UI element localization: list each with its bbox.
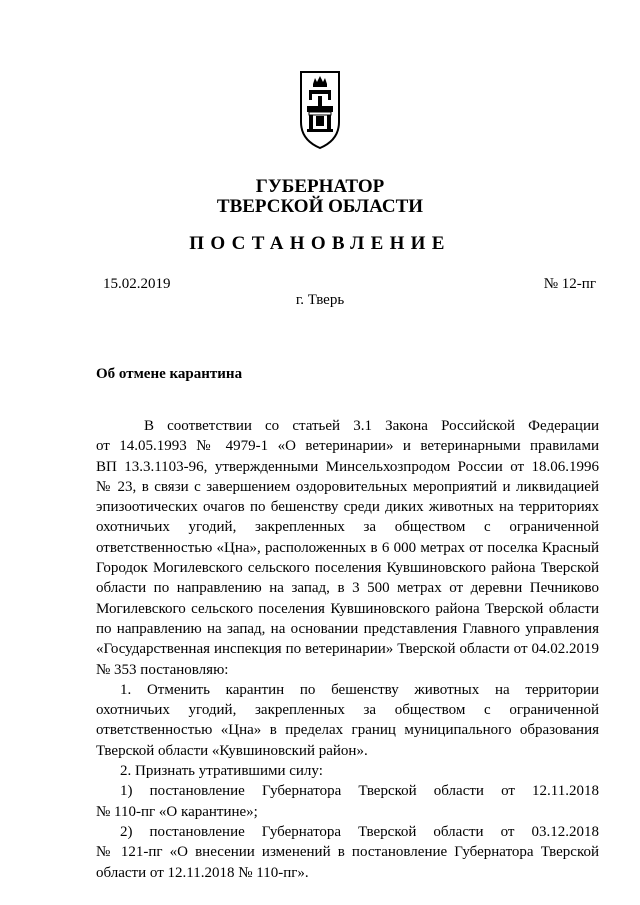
document-city: г. Тверь [295, 292, 345, 308]
preamble-line: В соответствии со статьей 3.1 Закона Российской Федерации [144, 418, 599, 434]
tver-coat-of-arms-icon [298, 70, 342, 150]
preamble-line: охотничьих угодий, закрепленных за обществом с ограниченной [96, 519, 599, 536]
organization-region: ТВЕРСКОЙ ОБЛАСТИ [216, 196, 424, 217]
item-2-2-line: № 121-пг «О внесении изменений в постановление Губернатора Тверской [96, 844, 599, 861]
item-2-1-line: № 110-пг «О карантине»; [96, 803, 258, 820]
item-1-line: охотничьих угодий, закрепленных за обществом с ограниченной [96, 702, 599, 719]
preamble-line: Городок Могилевского сельского поселения Кувшиновского района Тверской [96, 560, 599, 577]
item-1-line: 1. Отменить карантин по бешенству животных на территории [120, 681, 599, 698]
preamble-line: ВП 13.3.1103-96, утвержденными Минсельхозпродом России от 18.06.1996 [96, 458, 599, 475]
preamble-line: «Государственная инспекция по ветеринарии» Тверской области от 04.02.2019 [96, 641, 599, 658]
document-date: 15.02.2019 [103, 276, 171, 292]
preamble-line: № 23, в связи с завершением оздоровительных мероприятий и ликвидацией [96, 478, 599, 495]
document-type: ПОСТАНОВЛЕНИЕ [189, 233, 451, 254]
preamble-line: по направлению на запад, на основании представления Главного управления [96, 620, 599, 637]
preamble-line: от 14.05.1993 № 4979-1 «О ветеринарии» и ветеринарными правилами [96, 438, 599, 455]
organization-name: ГУБЕРНАТОР [255, 176, 385, 197]
item-2-2-line: области от 12.11.2018 № 110-пг». [96, 864, 309, 881]
item-2-1-line: 1) постановление Губернатора Тверской области от 12.11.2018 [120, 783, 599, 800]
item-1-line: ответственностью «Цна» в пределах границ муниципального образования [96, 722, 599, 739]
document-subject: Об отмене карантина [96, 366, 243, 382]
item-1-line: Тверской области «Кувшиновский район». [96, 742, 368, 759]
preamble-line: Могилевского сельского поселения Кувшиновского района Тверской области [96, 600, 599, 617]
preamble-line: области по направлению на запад, в 3 500 метрах от деревни Печниково [96, 580, 599, 597]
document-number: № 12-пг [543, 276, 596, 292]
preamble-line: эпизоотических очагов по бешенству среди диких животных на территориях [96, 499, 599, 516]
preamble-line: ответственностью «Цна», расположенных в 6 000 метрах от поселка Красный [96, 539, 599, 556]
item-2-heading: 2. Признать утратившими силу: [120, 763, 323, 780]
document-body [96, 416, 599, 883]
item-2-2-line: 2) постановление Губернатора Тверской области от 03.12.2018 [120, 823, 599, 840]
preamble-line: № 353 постановляю: [96, 661, 229, 678]
